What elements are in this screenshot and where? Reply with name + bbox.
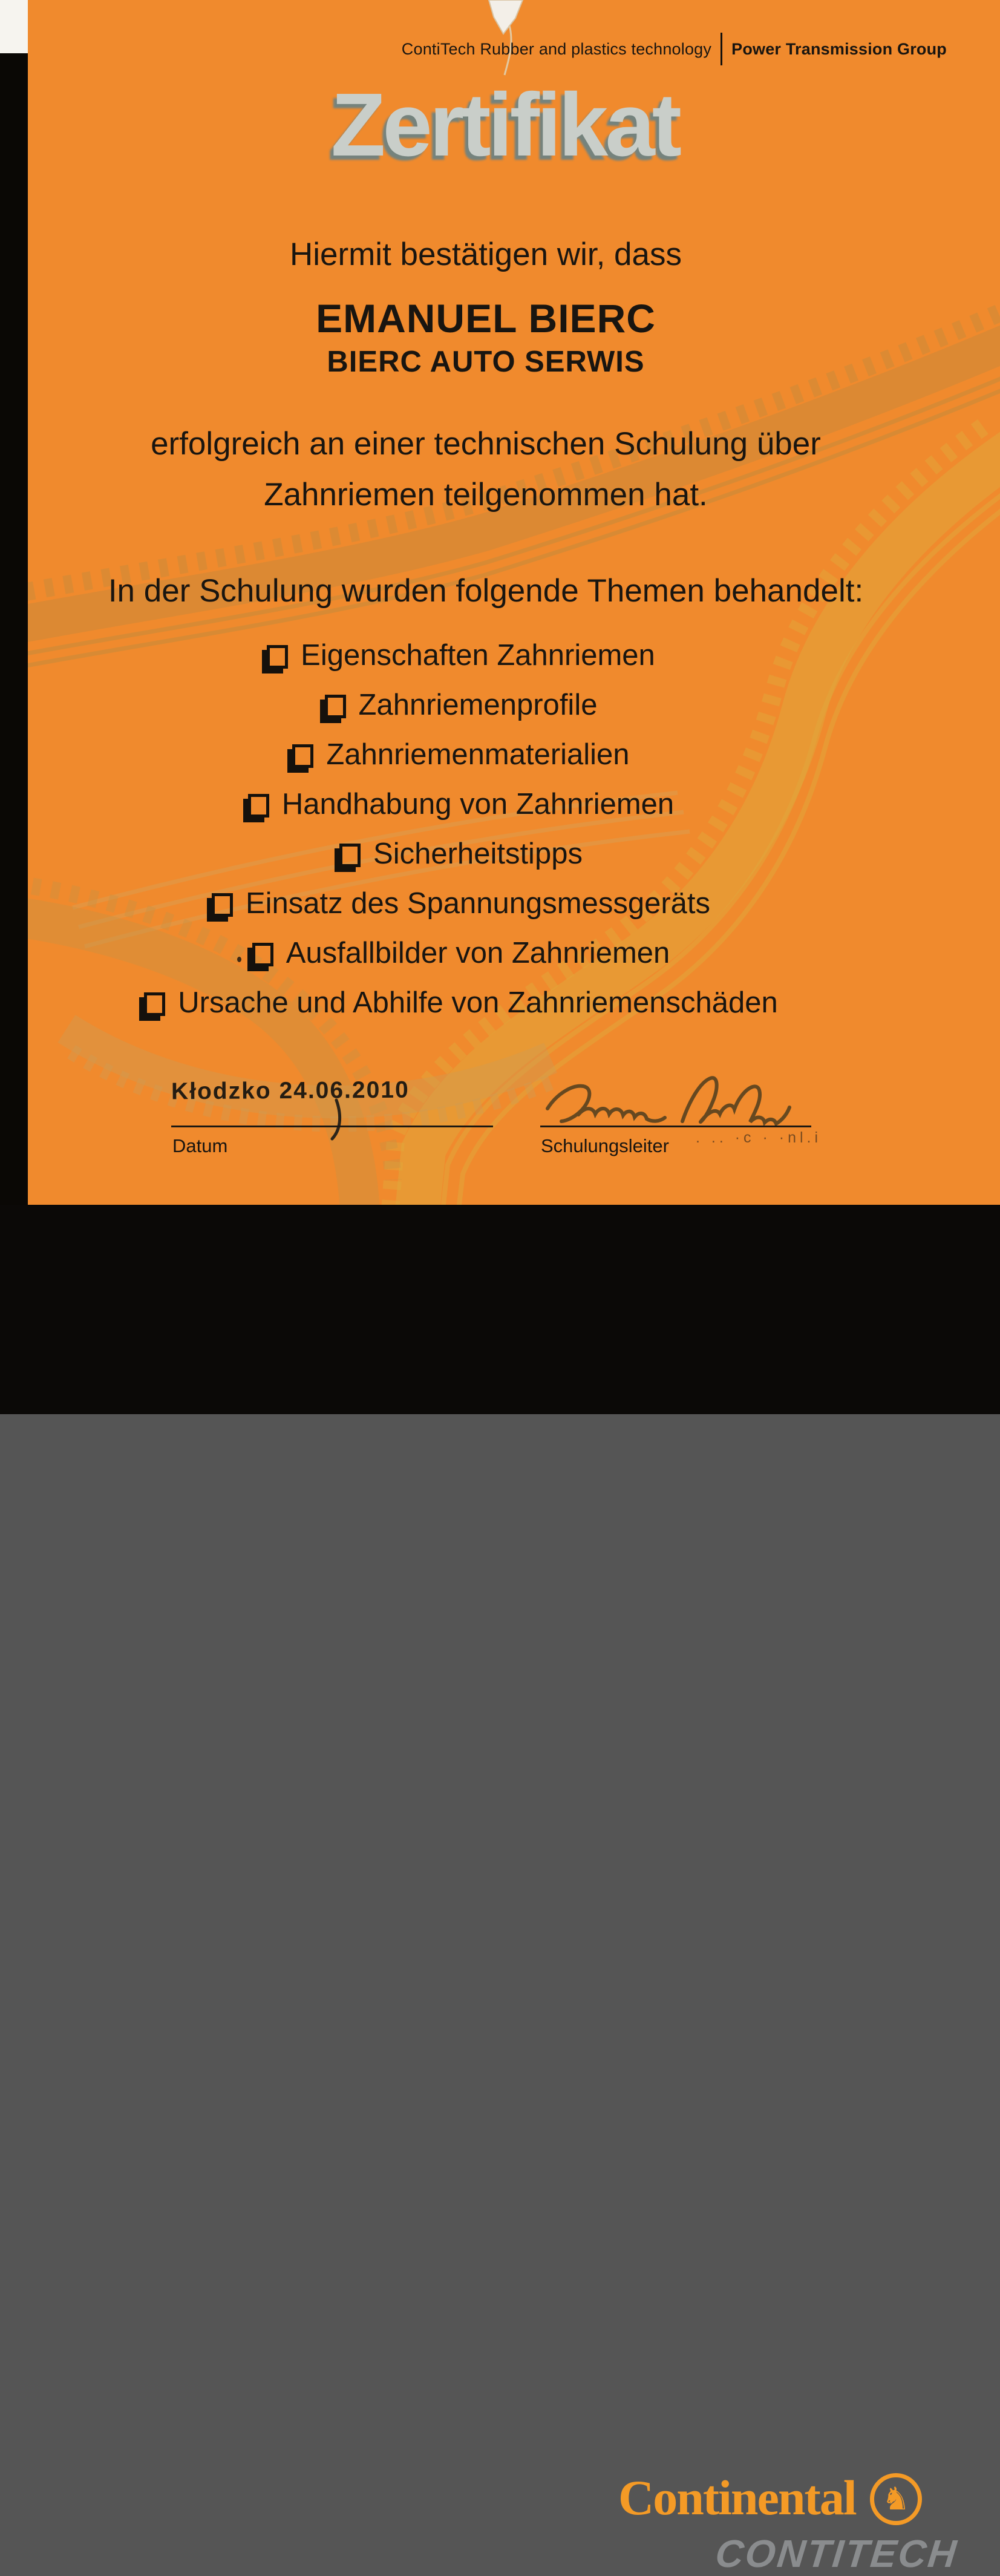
topic-row <box>0 978 917 1027</box>
date-stamp: Kłodzko 24.06.2010 <box>171 1077 410 1105</box>
topic-label: Zahnriemenmaterialien <box>326 738 630 771</box>
recipient-company: BIERC AUTO SERWIS <box>327 346 645 378</box>
checkbox-icon <box>252 943 273 966</box>
horse-icon: ♞ <box>881 2482 910 2517</box>
date-line <box>171 1126 493 1127</box>
statement-line-1: erfolgreich an einer technischen Schulung über <box>151 426 821 462</box>
topic-row <box>0 680 917 730</box>
footer-band <box>0 1205 1000 2575</box>
topic-row <box>0 779 917 829</box>
signature-line <box>540 1126 811 1127</box>
statement-line-2: Zahnriemen teilgenommen hat. <box>264 477 708 513</box>
topic-label: Eigenschaften Zahnriemen <box>301 639 655 672</box>
brand-header <box>402 33 947 65</box>
scan-corner-artifact <box>0 0 28 54</box>
checkbox-icon <box>325 695 346 718</box>
topic-label: Sicherheitstipps <box>373 837 583 870</box>
checkbox-icon <box>212 893 233 917</box>
topic-row <box>0 829 917 879</box>
topic-label: Einsatz des Spannungsmessgeräts <box>245 887 711 920</box>
faint-stamp-marks: . .. ·c · ·nl.i <box>696 1129 822 1146</box>
certificate-title: Zertifikat <box>330 75 679 175</box>
signature-label: Schulungsleiter <box>541 1135 669 1156</box>
checkbox-icon <box>144 992 165 1016</box>
topics-list <box>0 631 917 1027</box>
checkbox-icon <box>267 645 288 669</box>
topic-label: Handhabung von Zahnriemen <box>281 788 675 821</box>
intro-line: Hiermit bestätigen wir, dass <box>289 237 682 272</box>
topic-label: Ausfallbilder von Zahnriemen <box>286 937 670 969</box>
recipient-name: EMANUEL BIERC <box>316 296 656 341</box>
continental-wordmark: Continental <box>618 2470 856 2525</box>
topics-heading: In der Schulung wurden folgende Themen behandelt: <box>108 573 864 609</box>
topic-row <box>0 879 917 928</box>
topic-row <box>0 631 917 680</box>
contitech-wordmark: CONTITECH <box>713 2532 961 2575</box>
checkbox-icon <box>292 744 313 768</box>
topic-row <box>0 730 917 779</box>
checkbox-icon <box>248 794 269 818</box>
topic-label: Ursache und Abhilfe von Zahnriemenschäden <box>178 986 778 1019</box>
brand-right-text: Power Transmission Group <box>731 39 947 58</box>
topic-row <box>0 928 917 978</box>
statement-text <box>28 419 944 520</box>
header-separator <box>721 33 722 65</box>
checkbox-icon <box>339 844 361 867</box>
continental-horse-emblem <box>870 2473 922 2525</box>
topic-label: Zahnriemenprofile <box>358 689 598 721</box>
date-label: Datum <box>172 1135 228 1156</box>
brand-left-text: ContiTech Rubber and plastics technology <box>401 39 712 58</box>
